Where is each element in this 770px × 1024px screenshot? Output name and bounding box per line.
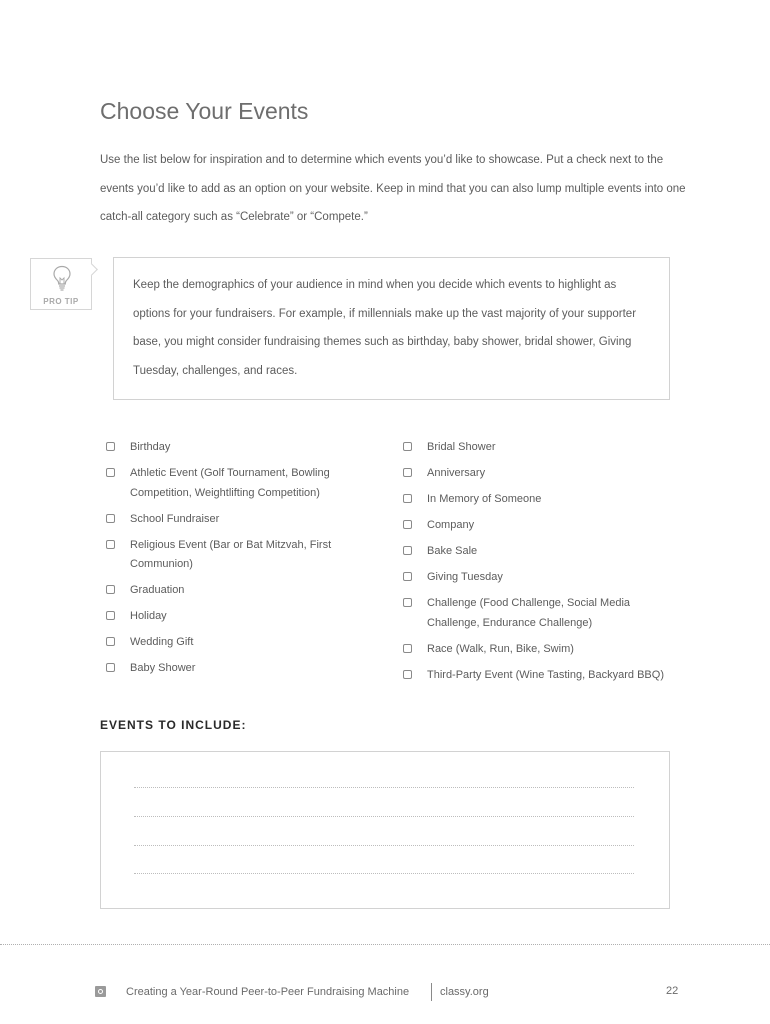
checkbox[interactable] <box>106 585 115 594</box>
page-number: 22 <box>666 985 679 997</box>
checklist-item[interactable] <box>106 464 376 503</box>
checklist-item[interactable] <box>106 581 376 601</box>
pro-tip-box <box>113 257 670 400</box>
checkbox[interactable] <box>403 670 412 679</box>
checkbox[interactable] <box>403 468 412 477</box>
checklist-item-label: Third-Party Event (Wine Tasting, Backyard BBQ) <box>427 668 664 681</box>
checklist-item-label: Baby Shower <box>130 662 196 674</box>
write-in-line[interactable] <box>134 816 634 817</box>
checklist-item[interactable] <box>106 536 376 575</box>
pro-tip-badge <box>30 258 92 310</box>
footer-title: Creating a Year-Round Peer-to-Peer Fundraising Machine <box>126 986 410 998</box>
checklist-item-label: Graduation <box>130 584 185 596</box>
checklist-item[interactable] <box>403 516 673 536</box>
checklist-item[interactable] <box>403 594 673 633</box>
checklist-item[interactable] <box>403 666 673 686</box>
checklist-item[interactable] <box>106 607 376 627</box>
checklist-item-label: Religious Event (Bar or Bat Mitzvah, First Communion) <box>130 538 332 570</box>
checklist-item-label: Wedding Gift <box>130 636 194 648</box>
checklist-left-column <box>106 438 376 685</box>
checklist-item-label: In Memory of Someone <box>427 493 542 505</box>
checklist-item-label: Bake Sale <box>427 545 478 557</box>
write-in-line[interactable] <box>134 873 634 874</box>
checklist-item[interactable] <box>403 542 673 562</box>
checkbox[interactable] <box>106 663 115 672</box>
intro-paragraph: Use the list below for inspiration and to determine which events you’d like to showcase. Put a check next to the events you’d like to add as an option on your website. Keep in mind that you can also lump multiple events into one catch-all category such as “Celebrate” or “Compete.” <box>100 154 686 223</box>
checklist-item-label: School Fundraiser <box>130 512 220 525</box>
lightbulb-icon <box>52 265 72 293</box>
classy-logo-icon <box>95 986 106 997</box>
checkbox[interactable] <box>403 644 412 653</box>
checkbox[interactable] <box>106 468 115 477</box>
checklist-item-label: Company <box>427 519 475 531</box>
checklist-item-label: Anniversary <box>427 467 486 479</box>
page-divider <box>0 944 770 945</box>
checklist-item[interactable] <box>106 438 376 458</box>
checklist-item[interactable] <box>403 568 673 588</box>
checkbox[interactable] <box>403 520 412 529</box>
checklist-item-label: Challenge (Food Challenge, Social Media Challenge, Endurance Challenge) <box>427 597 631 629</box>
checklist-item-label: Birthday <box>130 441 171 453</box>
checkbox[interactable] <box>403 442 412 451</box>
checkbox[interactable] <box>106 514 115 523</box>
checkbox[interactable] <box>403 546 412 555</box>
checklist-item-label: Athletic Event (Golf Tournament, Bowling Competition, Weightlifting Competition) <box>130 467 330 499</box>
checklist-right-column <box>403 438 673 692</box>
checkbox[interactable] <box>403 494 412 503</box>
checklist-item[interactable] <box>106 510 376 530</box>
checklist-item-label: Race (Walk, Run, Bike, Swim) <box>427 642 574 655</box>
checklist-item[interactable] <box>106 633 376 653</box>
checkbox[interactable] <box>403 572 412 581</box>
checkbox[interactable] <box>106 637 115 646</box>
checkbox[interactable] <box>106 540 115 549</box>
checklist-item[interactable] <box>106 659 376 679</box>
checkbox[interactable] <box>403 598 412 607</box>
checklist-item-label: Holiday <box>130 610 167 622</box>
write-in-line[interactable] <box>134 845 634 846</box>
footer-site: classy.org <box>440 986 489 998</box>
checklist-item-label: Bridal Shower <box>427 441 496 453</box>
checkbox[interactable] <box>106 442 115 451</box>
events-to-include-heading: EVENTS TO INCLUDE: <box>100 718 247 732</box>
footer-separator <box>431 983 432 1001</box>
page-title: Choose Your Events <box>100 98 309 124</box>
checklist-item[interactable] <box>403 464 673 484</box>
pro-tip-label: PRO TIP <box>43 297 79 306</box>
checklist-item[interactable] <box>403 640 673 660</box>
pro-tip-text: Keep the demographics of your audience in mind when you decide which events to highlight as options for your fundraisers. For example, if millennials make up the vast majority of your supporter base, you might consider fundraising themes such as birthday, baby shower, bridal shower, Giving Tuesday, challenges, and races. <box>133 279 637 377</box>
checkbox[interactable] <box>106 611 115 620</box>
write-in-line[interactable] <box>134 787 634 788</box>
events-write-in-box[interactable] <box>100 751 670 909</box>
checklist-item-label: Giving Tuesday <box>427 571 503 583</box>
checklist-item[interactable] <box>403 438 673 458</box>
checklist-item[interactable] <box>403 490 673 510</box>
